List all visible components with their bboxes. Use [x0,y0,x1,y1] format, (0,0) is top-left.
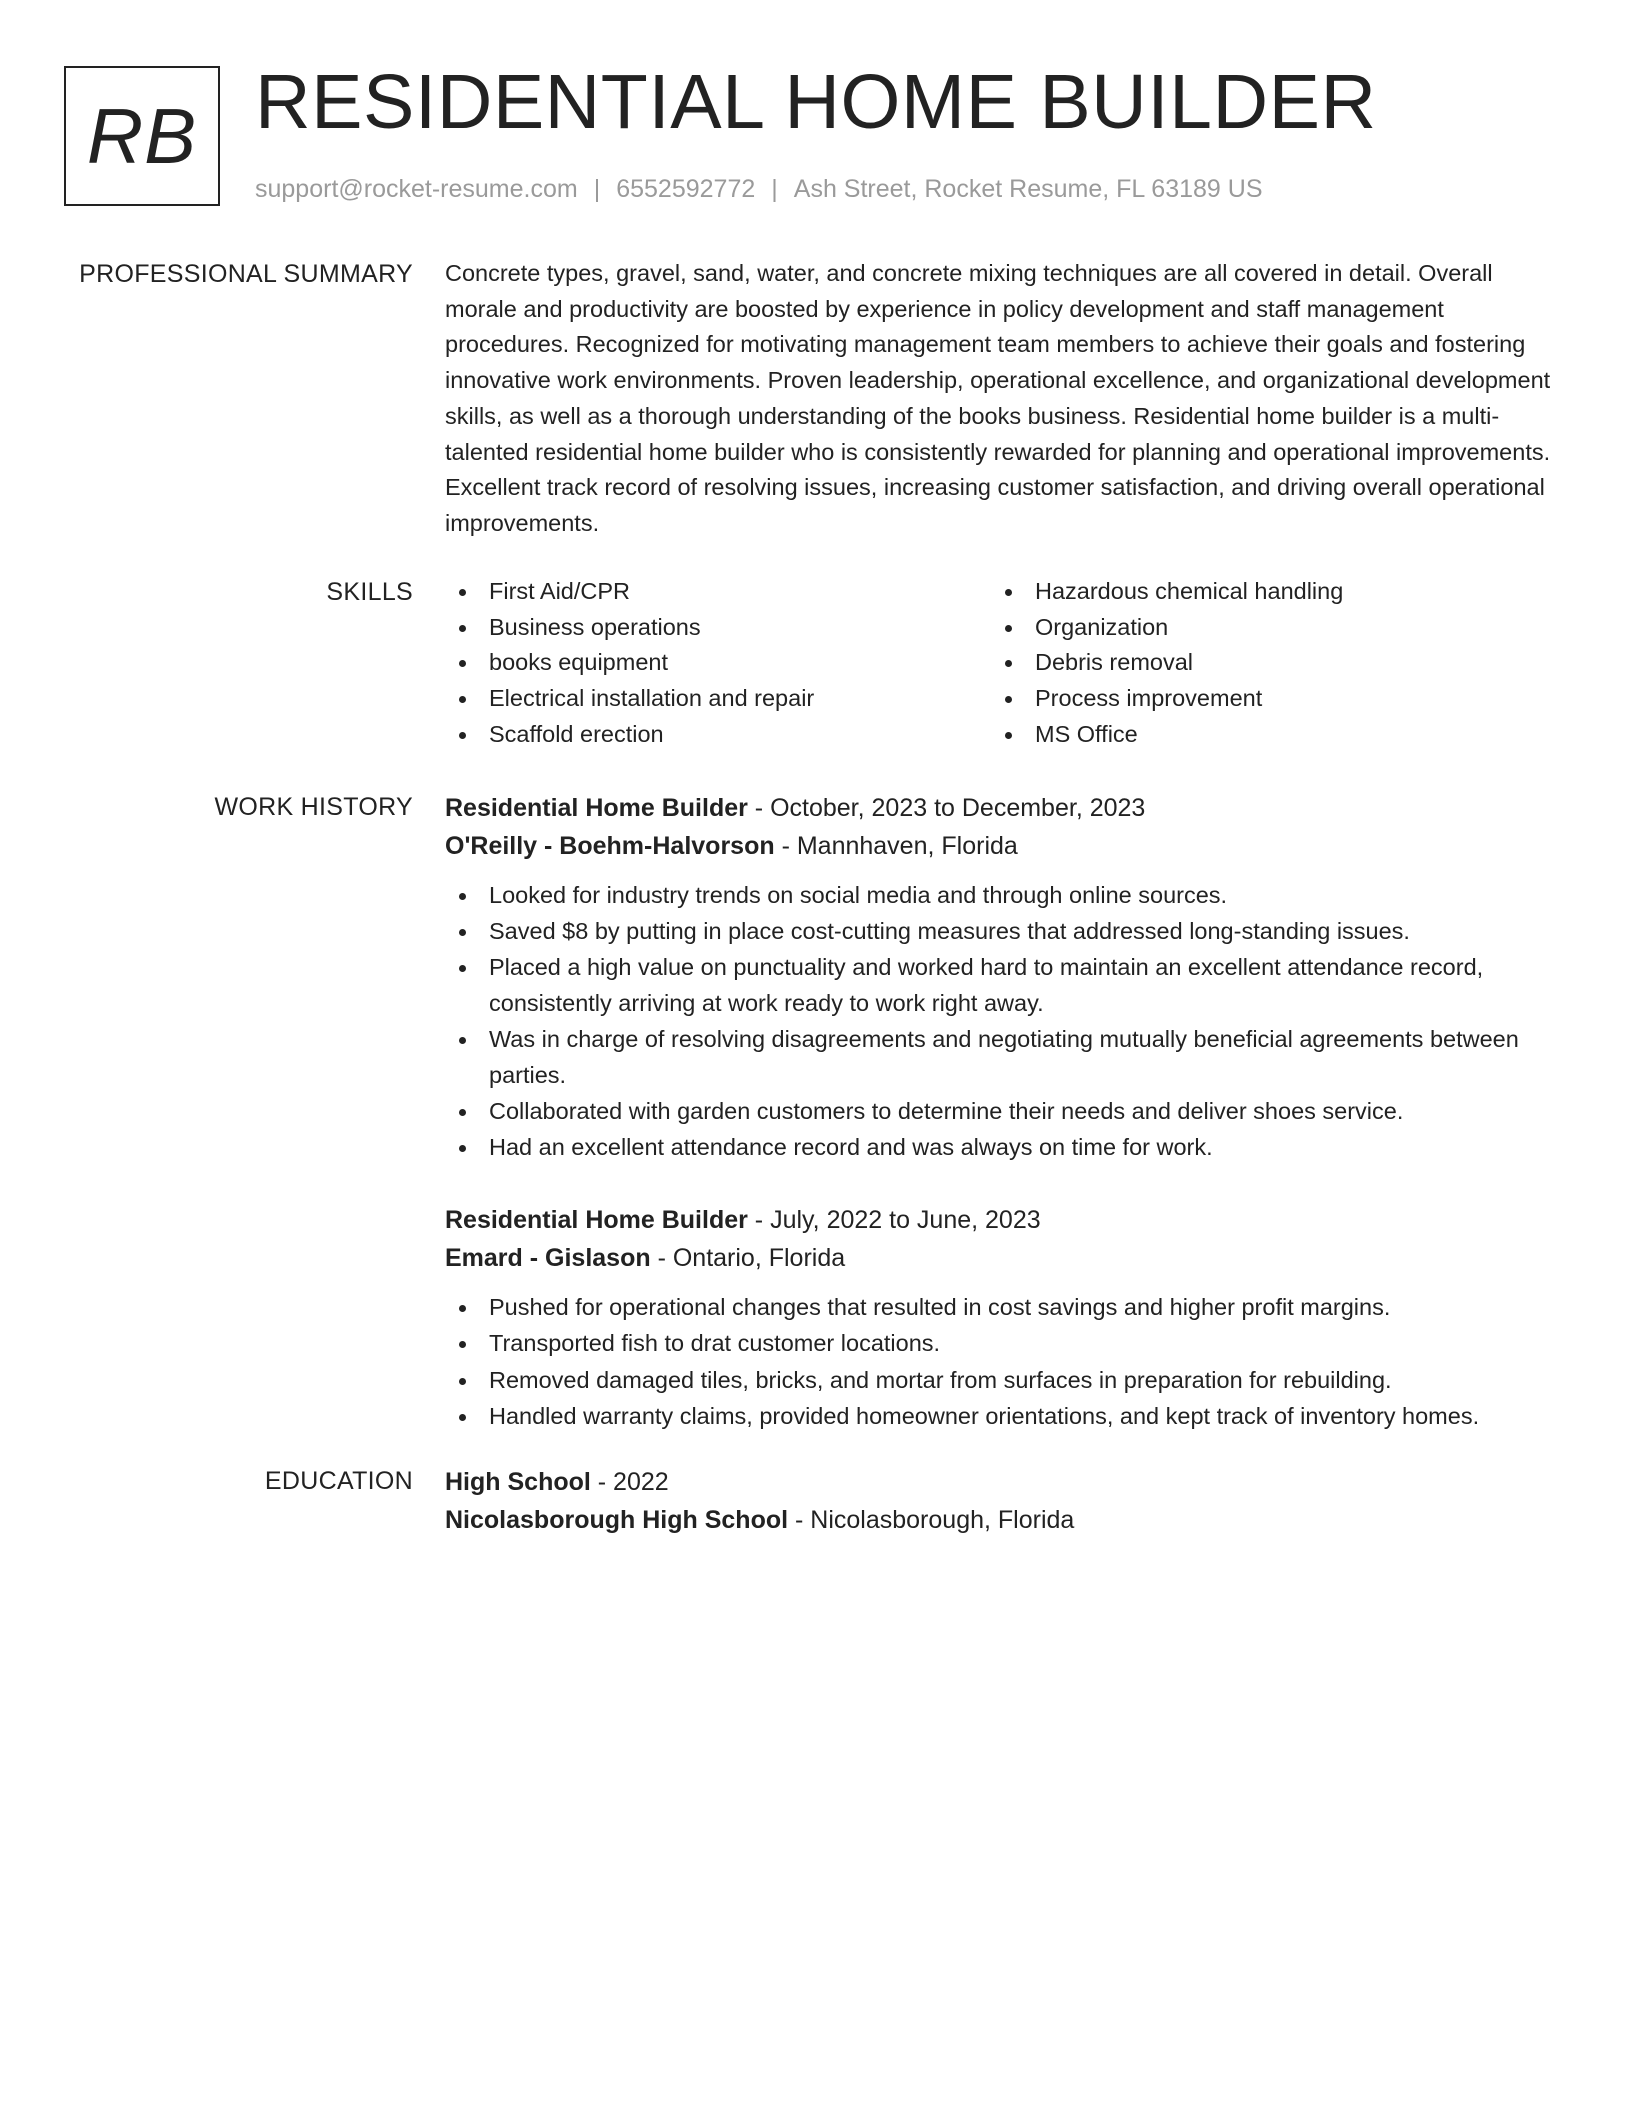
skills-body [445,574,1555,753]
job-location: - Mannhaven, Florida [774,832,1018,860]
skill-item: Process improvement [991,681,1537,717]
job-bullet: Was in charge of resolving disagreements and negotiating mutually beneficial agreements between parties. [445,1022,1555,1093]
skill-item: books equipment [445,645,991,681]
job-dates: - July, 2022 to June, 2023 [747,1206,1041,1235]
contact-separator: | [593,175,601,203]
job-bullet: Pushed for operational changes that resulted in cost savings and higher profit margins. [445,1290,1555,1326]
job-entry [445,789,1555,1166]
skill-item: MS Office [991,717,1537,753]
skills-list-left [445,574,991,753]
education-school-line [445,1501,1555,1539]
job-bullets [445,1290,1555,1434]
skill-item: First Aid/CPR [445,574,991,610]
contact-line [255,172,1263,206]
job-bullet: Transported fish to drat customer locations. [445,1326,1555,1362]
job-role: Residential Home Builder [445,1206,748,1235]
section-title-work-history: WORK HISTORY [214,793,413,821]
job-dates: - October, 2023 to December, 2023 [747,794,1146,822]
page-title: RESIDENTIAL HOME BUILDER [255,59,1377,145]
skill-item: Hazardous chemical handling [991,574,1537,610]
job-bullet: Collaborated with garden customers to determine their needs and deliver shoes service. [445,1094,1555,1130]
job-title-line [445,789,1555,827]
skill-item: Business operations [445,610,991,646]
job-bullet: Looked for industry trends on social media and through online sources. [445,878,1555,914]
job-role: Residential Home Builder [445,794,748,822]
job-bullet: Handled warranty claims, provided homeowner orientations, and kept track of inventory homes. [445,1399,1555,1435]
job-company-line [445,827,1555,865]
section-title-education: EDUCATION [264,1467,413,1495]
skill-item: Scaffold erection [445,717,991,753]
work-history-body [445,789,1555,1435]
job-location: - Ontario, Florida [650,1244,846,1273]
job-bullet: Saved $8 by putting in place cost-cutting measures that addressed long-standing issues. [445,914,1555,950]
contact-separator: | [771,175,778,203]
job-bullets [445,878,1555,1166]
skills-list-right [991,574,1537,753]
contact-email: support@rocket-resume.com [255,175,578,203]
job-company: Emard - Gislason [445,1244,651,1273]
job-entry [445,1201,1555,1434]
monogram-logo: RB [64,66,220,206]
section-title-skills: SKILLS [326,578,413,606]
education-school: Nicolasborough High School [445,1506,789,1534]
contact-phone: 6552592772 [616,175,756,203]
skill-item: Debris removal [991,645,1537,681]
job-company-line [445,1239,1555,1277]
job-bullet: Removed damaged tiles, bricks, and mortar from surfaces in preparation for rebuilding. [445,1363,1555,1399]
job-title-line [445,1201,1555,1239]
education-degree-line [445,1463,1555,1501]
summary-body [445,256,1555,542]
job-company: O'Reilly - Boehm-Halvorson [445,832,775,860]
contact-address: Ash Street, Rocket Resume, FL 63189 US [793,175,1263,203]
education-body [445,1463,1555,1539]
summary-text: Concrete types, gravel, sand, water, and concrete mixing techniques are all covered in detail. Overall morale and productivity are boosted by experience in policy development and staff management procedures. Recognized for motivating management team members to achieve their goals and fostering innovative work environments. Proven leadership, operational excellence, and organizational development skills, as well as a thorough understanding of the books business. Residential home builder is a multi-talented residential home builder who is consistently rewarded for planning and operational improvements. Excellent track record of resolving issues, increasing customer satisfaction, and driving overall operational improvements. [445,260,1551,536]
education-degree: High School [445,1468,591,1496]
job-bullet: Had an excellent attendance record and was always on time for work. [445,1130,1555,1166]
job-bullet: Placed a high value on punctuality and worked hard to maintain an excellent attendance record, consistently arriving at work ready to work right away. [445,950,1555,1021]
skill-item: Organization [991,610,1537,646]
skill-item: Electrical installation and repair [445,681,991,717]
section-title-summary: PROFESSIONAL SUMMARY [79,260,413,288]
education-location: - Nicolasborough, Florida [788,1506,1075,1534]
education-year: - 2022 [590,1468,669,1496]
